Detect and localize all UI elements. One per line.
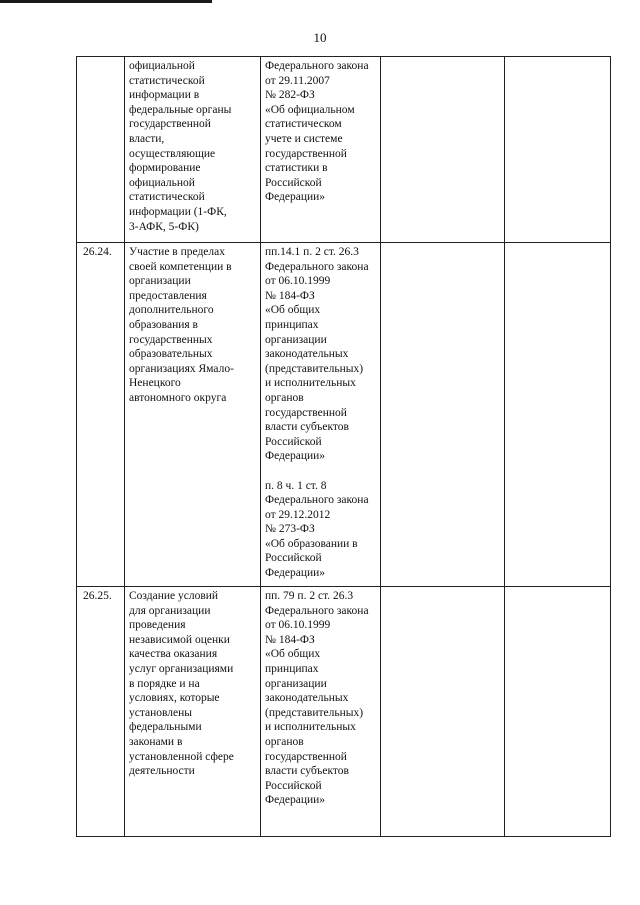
text-line: законодательных	[265, 692, 349, 705]
text-line: информации в	[129, 89, 200, 102]
page-number: 10	[313, 30, 327, 45]
text-line: формирование	[129, 162, 201, 175]
text-line: проведения	[129, 619, 186, 632]
text-line: образования в	[129, 318, 198, 331]
text-line: от 06.10.1999	[265, 275, 331, 288]
text-line: Участие в пределах	[129, 246, 226, 258]
text-line: государственной	[265, 750, 347, 763]
text-line: статистической	[129, 191, 205, 204]
row-empty-cell	[505, 587, 611, 837]
text-line: условиях, которые	[129, 692, 220, 705]
text-line: образовательных	[129, 348, 213, 361]
text-line: Российской	[265, 779, 322, 792]
text-line: «Об официальном	[265, 103, 355, 116]
text-line: власти,	[129, 132, 165, 145]
text-line: законодательных	[265, 348, 349, 361]
text-line: Федерального закона	[265, 60, 369, 72]
row-empty-cell	[381, 243, 505, 587]
text-line: установлены	[129, 706, 193, 719]
text-line: государственной	[265, 147, 347, 160]
text-line: федеральные органы	[129, 103, 232, 116]
text-line: Российской	[265, 552, 322, 565]
text-line: № 273-ФЗ	[265, 523, 315, 536]
text-line: органов	[265, 735, 304, 748]
text-line: власти субъектов	[265, 421, 349, 434]
text-line: Федерального закона	[265, 604, 369, 617]
text-line: от 29.12.2012	[265, 508, 331, 521]
text-line: предоставления	[129, 289, 207, 302]
text-line: Федерации»	[265, 567, 326, 580]
row-empty-cell	[505, 243, 611, 587]
text-line: в порядке и на	[129, 677, 200, 690]
text-line: установленной сфере	[129, 750, 234, 763]
text-line: принципах	[265, 662, 319, 675]
row-number: 26.25.	[77, 587, 125, 837]
row-empty-cell	[381, 587, 505, 837]
text-line: организации	[265, 333, 327, 346]
text-line: федеральными	[129, 721, 202, 734]
text-line: (представительных)	[265, 706, 364, 719]
document-table	[76, 56, 611, 837]
text-line: Федерации»	[265, 191, 326, 204]
text-line: Ненецкого	[129, 377, 181, 390]
text-line: деятельности	[129, 765, 195, 778]
row-number: 26.24.	[77, 243, 125, 587]
text-line: № 184-ФЗ	[265, 289, 315, 302]
row-description	[125, 57, 261, 243]
text-line: дополнительного	[129, 304, 214, 317]
text-line: автономного округа	[129, 391, 227, 404]
text-line: и исполнительных	[265, 377, 356, 390]
text-line: п. 8 ч. 1 ст. 8	[265, 479, 327, 492]
text-line: принципах	[265, 318, 319, 331]
text-line: «Об общих	[265, 648, 321, 661]
text-line: государственной	[265, 406, 347, 419]
text-line: качества оказания	[129, 648, 218, 661]
row-legal-basis	[261, 243, 381, 587]
row-legal-basis	[261, 57, 381, 243]
text-line: № 282-ФЗ	[265, 89, 315, 102]
text-line: (представительных)	[265, 362, 364, 375]
text-line: «Об образовании в	[265, 537, 358, 550]
text-line: от 06.10.1999	[265, 619, 331, 632]
text-line: информации (1-ФК,	[129, 205, 227, 218]
text-line: власти субъектов	[265, 765, 349, 778]
text-line: Российской	[265, 176, 322, 189]
row-number	[77, 57, 125, 243]
text-line: пп.14.1 п. 2 ст. 26.3	[265, 246, 359, 258]
text-line: Федерального закона	[265, 260, 369, 273]
table-row	[77, 243, 611, 587]
text-line: независимой оценки	[129, 633, 230, 646]
row-description	[125, 587, 261, 837]
row-description	[125, 243, 261, 587]
text-line: организации	[129, 275, 191, 288]
text-line: Федерации»	[265, 794, 326, 807]
text-line: Федерации»	[265, 450, 326, 463]
blank-line	[265, 464, 376, 479]
text-line: Российской	[265, 435, 322, 448]
row-legal-basis	[261, 587, 381, 837]
text-line: осуществляющие	[129, 147, 216, 160]
text-line: Создание условий	[129, 590, 219, 602]
text-line: услуг организациями	[129, 662, 234, 675]
text-line: 3-АФК, 5-ФК)	[129, 220, 199, 233]
table-row	[77, 57, 611, 243]
text-line: «Об общих	[265, 304, 321, 317]
row-empty-cell	[381, 57, 505, 243]
text-line: от 29.11.2007	[265, 74, 330, 87]
text-line: государственной	[129, 118, 211, 131]
text-line: статистики в	[265, 162, 328, 175]
text-line: для организации	[129, 604, 211, 617]
text-line: пп. 79 п. 2 ст. 26.3	[265, 590, 354, 602]
row-empty-cell	[505, 57, 611, 243]
table-row	[77, 587, 611, 837]
text-line: официальной	[129, 60, 195, 72]
text-line: официальной	[129, 176, 195, 189]
text-line: организациях Ямало-	[129, 362, 234, 375]
text-line: государственных	[129, 333, 213, 346]
text-line: статистической	[129, 74, 205, 87]
text-line: законами в	[129, 735, 183, 748]
text-line: статистическом	[265, 118, 342, 131]
text-line: и исполнительных	[265, 721, 356, 734]
text-line: Федерального закона	[265, 494, 369, 507]
text-line: своей компетенции в	[129, 260, 232, 273]
text-line: учете и системе	[265, 132, 343, 145]
text-line: органов	[265, 391, 304, 404]
text-line: организации	[265, 677, 327, 690]
text-line: № 184-ФЗ	[265, 633, 315, 646]
header-rule	[0, 0, 212, 3]
